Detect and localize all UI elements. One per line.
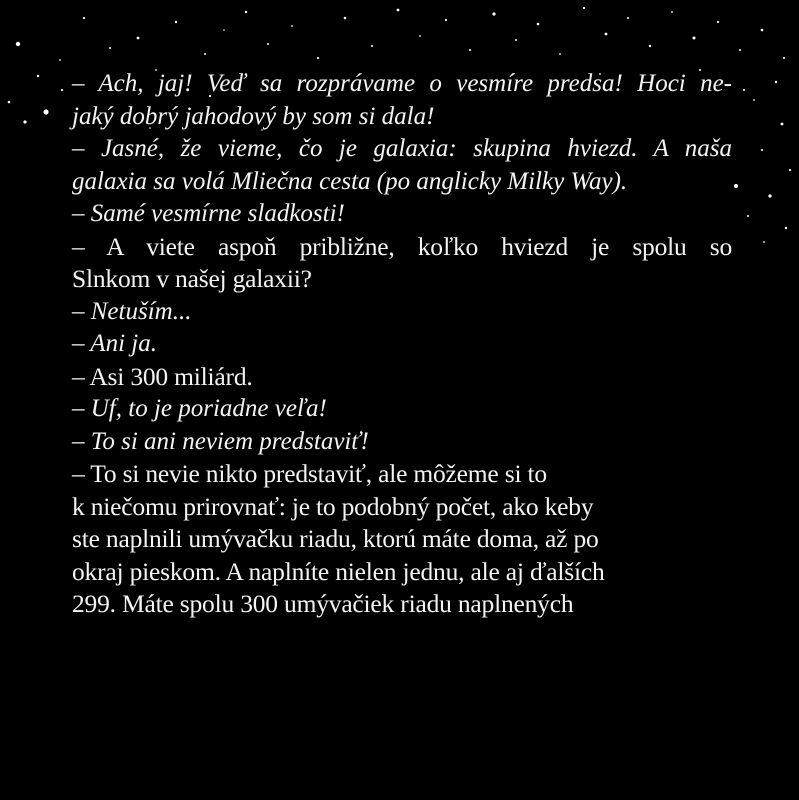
star [743,89,745,91]
star [137,37,140,40]
star [445,19,447,21]
star [16,42,20,46]
star [419,35,421,37]
text-line-6: – A viete aspoň približne, koľko hviezd je spolu so [72,231,732,261]
star [204,53,206,55]
text-line-12: – To si ani neviem predstaviť! [72,427,369,455]
text-line-16: okraj pieskom. A naplníte nielen jednu, ale aj ďalších [72,556,605,586]
star [223,29,225,31]
star [734,184,738,188]
star [775,81,777,83]
text-line-15: ste naplnili umývačku riadu, ktorú máte doma, až po [72,524,599,553]
text-line-14: k niečomu prirovnať: je to podobný počet, ako keby [72,491,594,521]
star [23,120,26,123]
star [83,17,85,19]
star [537,23,540,26]
text-line-10: – Asi 300 miliárd. [72,361,253,391]
star [781,123,784,126]
star [761,29,764,32]
star [109,47,111,49]
star [739,49,741,51]
text-line-13: – To si nevie nikto predstaviť, ale môžeme si to [72,459,547,488]
text-line-5: – Samé vesmírne sladkosti! [72,200,345,227]
star [753,99,755,101]
star [671,11,673,13]
star [469,49,471,51]
star [789,169,791,171]
star [397,9,400,12]
text-line-9: – Ani ja. [72,330,157,357]
star [768,194,771,197]
star [559,53,561,55]
star [245,11,247,13]
text-line-3: – Jasné, že vieme, čo je galaxia: skupina hviezd. A naša [72,135,732,162]
star [693,37,696,40]
text-line-4: galaxia sa volá Mliečna cesta (po anglicky Milky Way). [72,167,628,195]
star [492,12,495,15]
star [785,227,787,229]
star [515,39,517,41]
star [61,89,63,91]
star [605,33,608,36]
star [649,45,651,47]
star [371,45,373,47]
story-text [72,68,732,621]
star [627,17,629,19]
text-line-11: – Uf, to je poriadne veľa! [72,395,327,422]
star [37,75,39,77]
star [267,43,269,45]
text-line-17: 299. Máte spolu 300 umývačiek riadu naplnených [72,589,574,618]
star [344,17,347,20]
text-line-1: – Ach, jaj! Veď sa rozprávame o vesmíre predsa! Hoci ne- [72,70,732,97]
star [583,7,585,9]
text-line-2: jaký dobrý jahodový by som si dala! [72,102,435,130]
star [717,21,719,23]
star [761,149,763,151]
star [59,59,61,61]
text-line-8: – Netuším... [72,297,192,325]
star [747,215,749,217]
star [43,109,48,114]
star [763,241,765,243]
star [8,101,11,104]
star [175,21,177,23]
star [783,57,785,59]
text-line-7: Slnkom v našej galaxii? [72,264,312,293]
star [317,57,319,59]
star [291,25,293,27]
